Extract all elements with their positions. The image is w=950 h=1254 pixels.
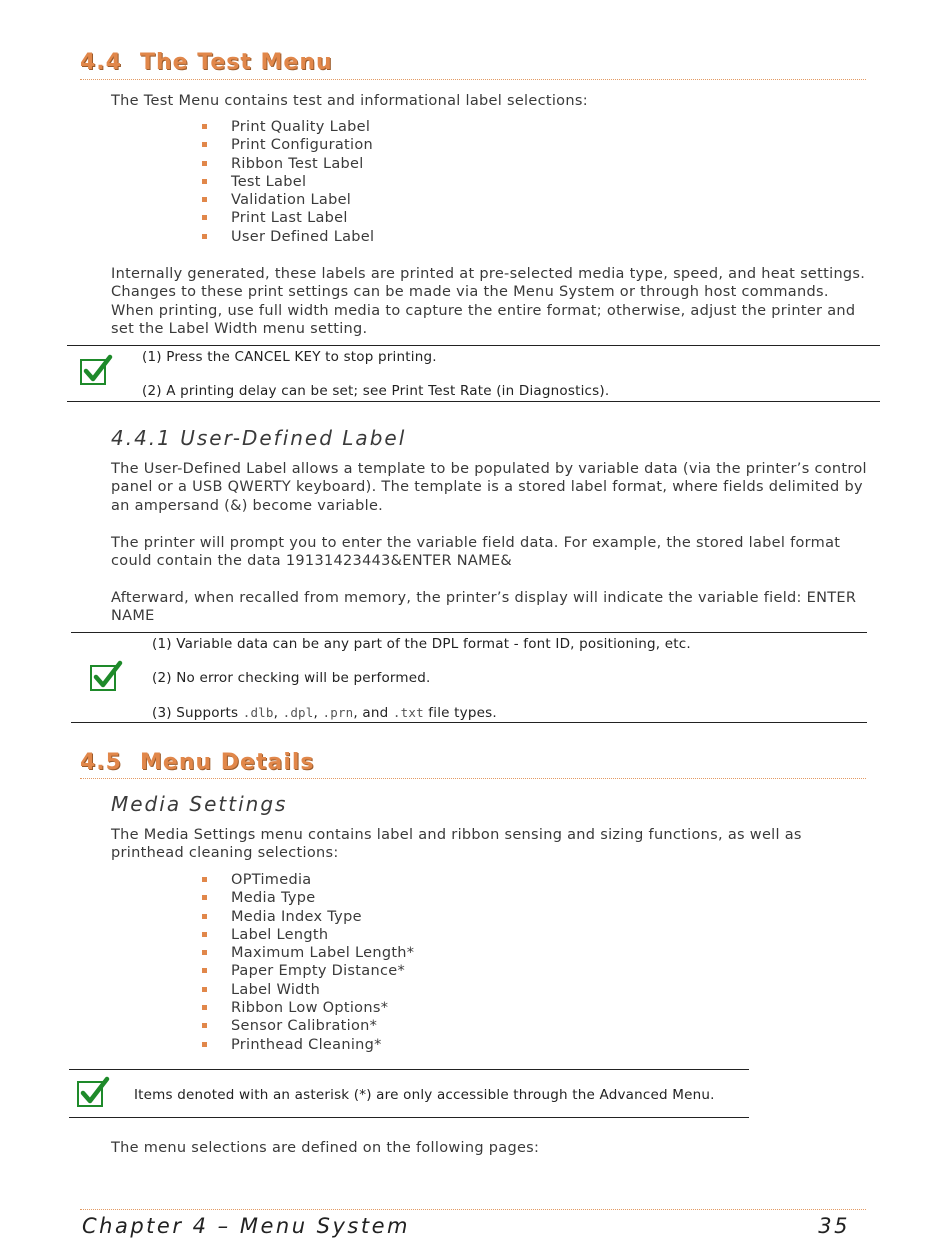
note-variable-data: (1) Variable data can be any part of the DPL format - font ID, positioning, etc. — [152, 636, 691, 652]
closing-sentence: The menu selections are defined on the following pages: — [111, 1140, 540, 1156]
media-settings-heading: Media Settings — [111, 792, 288, 816]
user-defined-para-2: The printer will prompt you to enter the variable field data. For example, the stored label format could contain the data 19131423443&ENTER NAME& — [111, 535, 841, 570]
file-extension: .dpl — [282, 705, 314, 720]
media-settings-intro: The Media Settings menu contains label and ribbon sensing and sizing functions, as well as printhead cleaning selections: — [111, 827, 802, 862]
test-menu-body: Internally generated, these labels are printed at pre-selected media type, speed, and heat settings. Changes to these print settings can be made via the Menu System or through host commands. When printing, use full width media to capture the entire format; otherwise, adjust the printer and set the Label Width menu setting. — [111, 266, 866, 338]
list-item: Media Index Type — [200, 908, 414, 926]
footer-chapter: Chapter 4 – Menu System — [82, 1214, 410, 1238]
subsection-heading-4-4-1: 4.4.1 User-Defined Label — [111, 426, 407, 450]
user-defined-para-1: The User-Defined Label allows a template to be populated by variable data (via the printer’s control panel or a USB QWERTY keyboard). The template is a stored label format, where fields delimited by an ampersand (&) become variable. — [111, 461, 867, 514]
list-item: Sensor Calibration* — [200, 1017, 414, 1035]
note-cancel-key: (1) Press the CANCEL KEY to stop printing. — [142, 349, 437, 365]
file-extension: .txt — [392, 705, 424, 720]
note-no-error-checking: (2) No error checking will be performed. — [152, 670, 431, 686]
note-top-rule — [67, 345, 880, 346]
list-item: Print Quality Label — [200, 118, 374, 136]
checkmark-icon — [77, 1081, 103, 1107]
heading-rule — [80, 778, 866, 779]
note-top-rule — [71, 632, 867, 633]
list-item: Label Width — [200, 981, 414, 999]
file-extension: .dlb — [242, 705, 274, 720]
list-item: Label Length — [200, 926, 414, 944]
note-bottom-rule — [71, 722, 867, 723]
media-settings-list — [200, 871, 414, 1054]
note-top-rule — [69, 1069, 749, 1070]
note-bottom-rule — [69, 1117, 749, 1118]
section-title: Menu Details — [140, 750, 315, 775]
list-item: Media Type — [200, 889, 414, 907]
list-item: Ribbon Test Label — [200, 155, 374, 173]
list-item: Validation Label — [200, 191, 374, 209]
list-item: User Defined Label — [200, 228, 374, 246]
section-heading-4-4 — [80, 50, 333, 75]
list-item: Test Label — [200, 173, 374, 191]
note-supported-file-types: (3) Supports .dlb, .dpl, .prn, and .txt file types. — [152, 705, 497, 721]
footer-rule — [80, 1209, 866, 1210]
note-bottom-rule — [67, 401, 880, 402]
section-heading-4-5 — [80, 750, 315, 775]
list-item: Printhead Cleaning* — [200, 1036, 414, 1054]
checkmark-icon — [80, 359, 106, 385]
list-item: Maximum Label Length* — [200, 944, 414, 962]
section-number: 4.4 — [80, 50, 122, 75]
file-extension: .prn — [322, 705, 354, 720]
list-item: Paper Empty Distance* — [200, 962, 414, 980]
list-item: Print Configuration — [200, 136, 374, 154]
user-defined-para-3: Afterward, when recalled from memory, the printer’s display will indicate the variable field: ENTER NAME — [111, 590, 857, 625]
note-advanced-menu: Items denoted with an asterisk (*) are only accessible through the Advanced Menu. — [134, 1087, 715, 1103]
page-number: 35 — [818, 1214, 850, 1238]
section-number: 4.5 — [80, 750, 122, 775]
note-print-delay: (2) A printing delay can be set; see Print Test Rate (in Diagnostics). — [142, 383, 610, 399]
list-item: Ribbon Low Options* — [200, 999, 414, 1017]
test-menu-list — [200, 118, 374, 246]
test-menu-intro: The Test Menu contains test and informational label selections: — [111, 93, 588, 109]
list-item: OPTimedia — [200, 871, 414, 889]
section-title: The Test Menu — [140, 50, 333, 75]
checkmark-icon — [90, 665, 116, 691]
heading-rule — [80, 79, 866, 80]
list-item: Print Last Label — [200, 209, 374, 227]
